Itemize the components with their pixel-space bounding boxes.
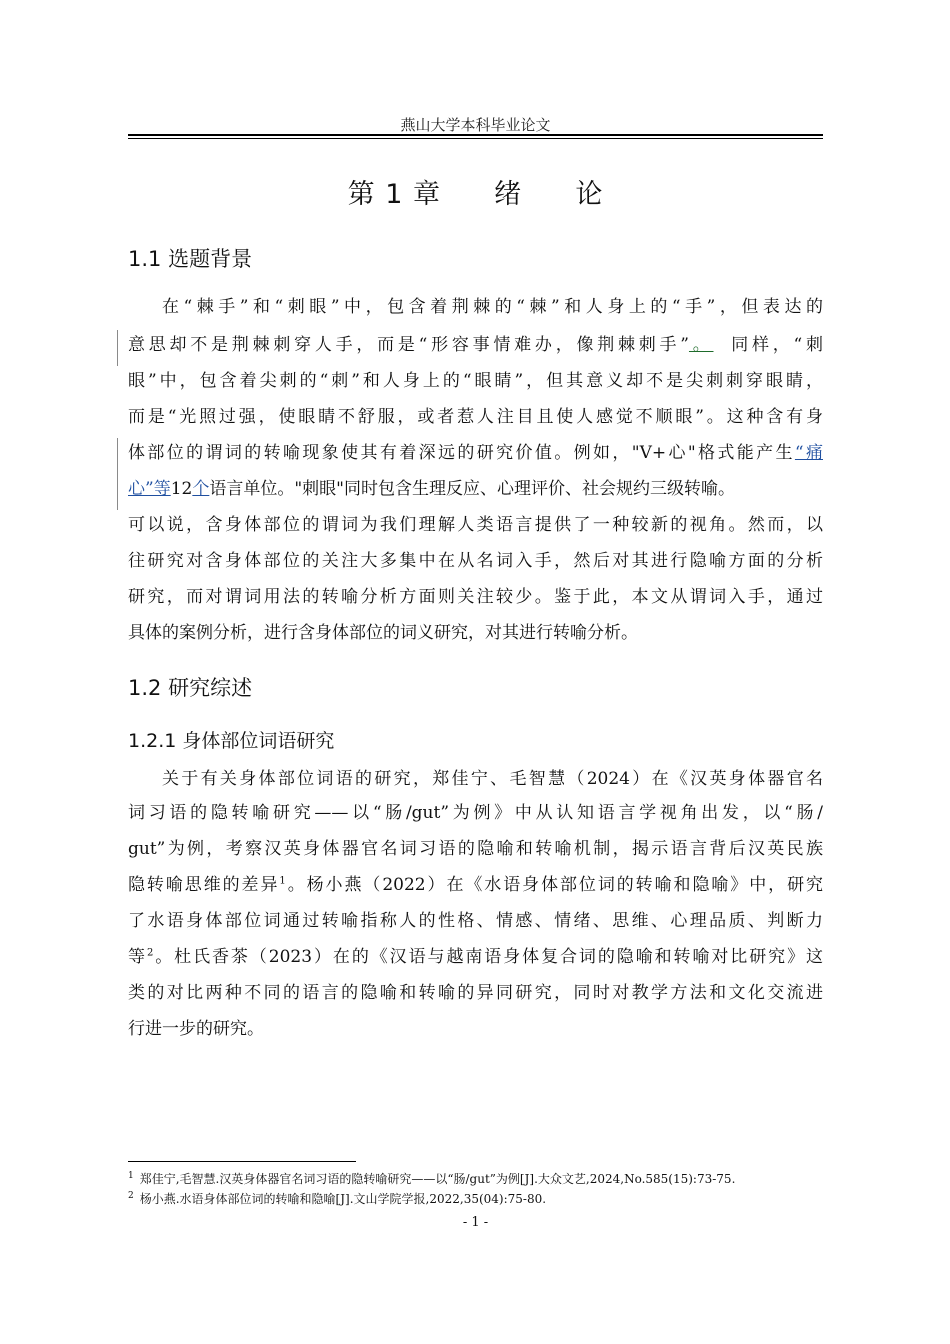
revision-link[interactable]: 个 [192, 479, 210, 499]
text-line: 眼”中，包含着尖刺的“刺”和人身上的“眼睛”，但其意义却不是尖刺刺穿眼睛， [128, 371, 823, 391]
header-rule [128, 134, 823, 136]
text-run: 意思却不是荆棘刺穿人手，而是“形容事情难办，像荆棘刺手” [128, 335, 689, 355]
text-line [128, 438, 823, 474]
footnote-ref-1[interactable]: 1 [279, 875, 286, 887]
section-heading-1-1: 1.1 选题背景 [128, 247, 253, 271]
text-run: 等 [128, 947, 147, 967]
text-line: 词习语的隐转喻研究——以“肠/gut”为例》中从认知语言学视角出发，以“肠/ [128, 803, 823, 823]
footnote-mark: 2 [128, 1191, 134, 1201]
footnote-ref-2[interactable]: 2 [146, 947, 154, 959]
text-line [128, 474, 823, 510]
section-heading-1-2-1: 1.2.1 身体部位词语研究 [128, 730, 335, 752]
revision-bar [117, 330, 118, 366]
text-run: 同样，“刺 [727, 335, 824, 355]
header-rule-thin [128, 138, 823, 139]
chapter-number: 第 1 章 [347, 179, 441, 210]
text-run: 12 [170, 479, 193, 499]
text-run: 语言单位。"刺眼"同时包含生理反应、心理评价、社会规约三级转喻。 [209, 479, 735, 499]
section-heading-1-2: 1.2 研究综述 [128, 676, 253, 700]
text-run: 体部位的谓词的转喻现象使其有着深远的研究价值。例如，"V+心"格式能产生 [128, 443, 795, 463]
text-line: 研究，而对谓词用法的转喻分析方面则关注较少。鉴于此，本文从谓词入手，通过 [128, 587, 823, 607]
text-line [128, 330, 823, 366]
text-line [128, 942, 823, 978]
footnote-2 [128, 1190, 828, 1207]
text-line: 行进一步的研究。 [128, 1019, 264, 1039]
text-line: gut”为例，考察汉英身体器官名词习语的隐喻和转喻机制，揭示语言背后汉英民族 [128, 839, 823, 859]
running-header: 燕山大学本科毕业论文 [400, 116, 551, 134]
chapter-title-char-2: 论 [575, 179, 604, 210]
text-line: 具体的案例分析，进行含身体部位的词义研究，对其进行转喻分析。 [128, 623, 638, 643]
chapter-title-char-1: 绪 [494, 179, 523, 210]
revision-link[interactable]: “痛 [794, 443, 823, 463]
text-line: 在“棘手”和“刺眼”中，包含着荆棘的“棘”和人身上的“手”，但表达的 [162, 297, 823, 317]
footnote-text: 郑佳宁,毛智慧.汉英身体器官名词习语的隐转喻研究——以“肠/gut”为例[J].大众文艺,2024,No.585(15):73-75. [139, 1172, 736, 1186]
text-run: 。杜氏香茶（2023）在的《汉语与越南语身体复合词的隐喻和转喻对比研究》这 [153, 947, 824, 967]
text-run: 隐转喻思维的差异 [128, 875, 280, 895]
footnote-text: 杨小燕.水语身体部位词的转喻和隐喻[J].文山学院学报,2022,35(04):75-80. [139, 1192, 547, 1206]
revision-bar [117, 438, 118, 510]
page-number: - 1 - [462, 1215, 489, 1230]
text-run: 。杨小燕（2022）在《水语身体部位词的转喻和隐喻》中，研究 [285, 875, 824, 895]
chapter-title [128, 172, 823, 211]
revision-link[interactable]: 。 [688, 335, 714, 355]
footnote-separator [128, 1161, 356, 1162]
text-line: 了水语身体部位词通过转喻指称人的性格、情感、情绪、思维、心理品质、判断力 [128, 911, 823, 931]
text-line: 类的对比两种不同的语言的隐喻和转喻的异同研究，同时对教学方法和文化交流进 [128, 983, 823, 1003]
text-line [128, 870, 823, 906]
footnote-1 [128, 1170, 828, 1187]
footnote-mark: 1 [128, 1171, 134, 1181]
text-line: 往研究对含身体部位的关注大多集中在从名词入手，然后对其进行隐喻方面的分析 [128, 551, 823, 571]
revision-link[interactable]: 心”等 [128, 479, 171, 499]
text-line: 而是“光照过强，使眼睛不舒服，或者惹人注目且使人感觉不顺眼”。这种含有身 [128, 407, 823, 427]
text-line: 可以说，含身体部位的谓词为我们理解人类语言提供了一种较新的视角。然而，以 [128, 515, 823, 535]
text-line: 关于有关身体部位词语的研究，郑佳宁、毛智慧（2024）在《汉英身体器官名 [162, 769, 823, 789]
